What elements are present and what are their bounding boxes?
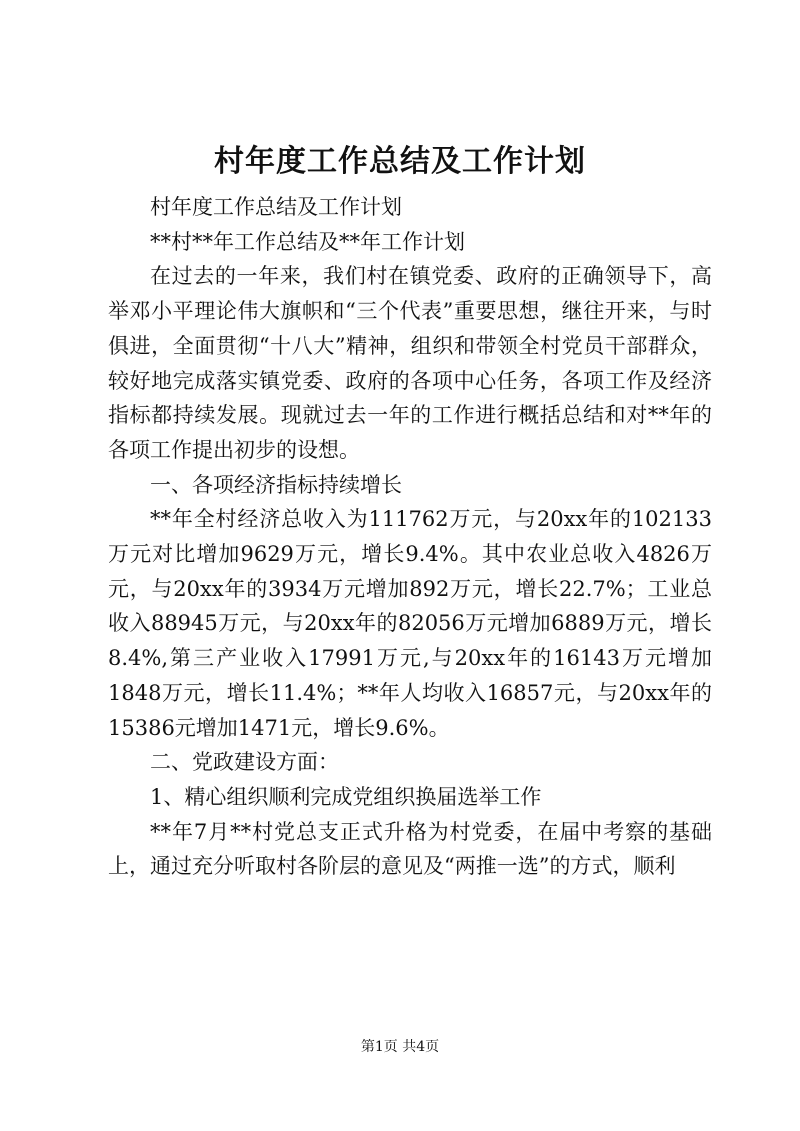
section-heading-party: 二、党政建设方面： [150, 750, 339, 775]
paragraph-subtitle: **村**年工作总结及**年工作计划 [150, 229, 465, 254]
document-title: 村年度工作总结及工作计划 [214, 144, 586, 179]
document-body [108, 190, 712, 884]
subsection-heading-election: 1、精心组织顺利完成党组织换届选举工作 [150, 784, 542, 809]
paragraph-heading-repeat: 村年度工作总结及工作计划 [150, 195, 402, 219]
paragraph-economy: **年全村经济总收入为111762万元，与20xx年的102133万元对比增加9629万元，增长9.4%。其中农业总收入4826万元，与20xx年的3934万元增加892万元，增长22.7%；工业总收入88945万元，与20xx年的82056万元增加6889万元，增长8.4%,第三产业收入17991万元,与20xx年的16143万元增加1848万元，增长11.4%；**年人均收入16857元，与20xx年的15386元增加1471元，增长9.6%。 [108, 507, 712, 740]
page-number-footer: 第1页 共4页 [360, 1039, 440, 1055]
paragraph-election: **年7月**村党总支正式升格为村党委，在届中考察的基础上，通过充分听取村各阶层的意见及“两推一选”的方式，顺利 [108, 819, 712, 879]
paragraph-intro: 在过去的一年来，我们村在镇党委、政府的正确领导下，高举邓小平理论伟大旗帜和“三个代表”重要思想，继往开来，与时俱进，全面贯彻“十八大”精神，组织和带领全村党员干部群众，较好地完成落实镇党委、政府的各项中心任务，各项工作及经济指标都持续发展。现就过去一年的工作进行概括总结和对**年的各项工作提出初步的设想。 [108, 264, 712, 462]
section-heading-economy: 一、各项经济指标持续增长 [150, 472, 402, 497]
